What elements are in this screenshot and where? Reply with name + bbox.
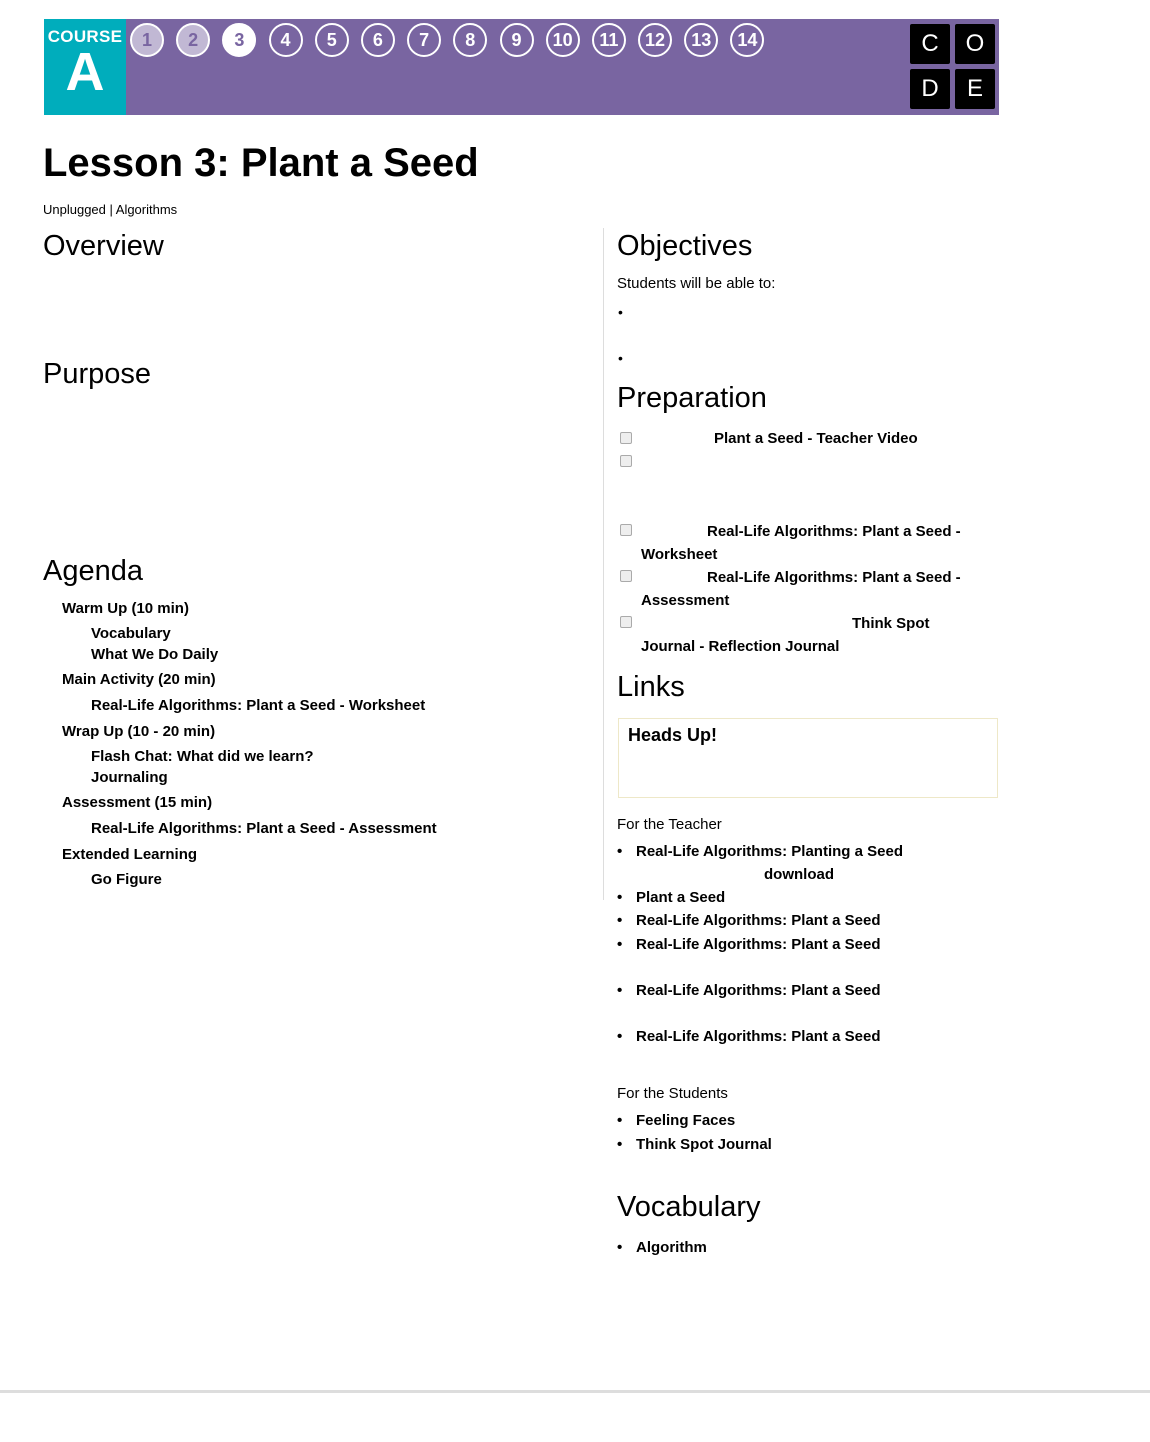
vocabulary-item[interactable] — [617, 1239, 707, 1256]
teacher-link[interactable] — [617, 889, 725, 906]
prep-checkbox[interactable] — [620, 524, 632, 536]
for-students-label: For the Students — [617, 1085, 728, 1102]
links-heading: Links — [617, 671, 685, 703]
prep-item-cont[interactable]: Journal - Reflection Journal — [641, 638, 840, 655]
link-text[interactable]: Real-Life Algorithms: Plant a Seed — [636, 1028, 881, 1045]
link-text[interactable]: Real-Life Algorithms: Plant a Seed — [636, 912, 881, 929]
bullet-icon: • — [617, 1136, 623, 1153]
bullet-icon: • — [617, 936, 623, 953]
prep-item[interactable]: Real-Life Algorithms: Plant a Seed - — [707, 569, 961, 586]
lesson-link-4[interactable]: 4 — [269, 23, 303, 57]
prep-checkbox[interactable] — [620, 455, 632, 467]
vocabulary-heading: Vocabulary — [617, 1191, 761, 1223]
objectives-heading: Objectives — [617, 230, 753, 262]
bullet-icon: • — [617, 912, 623, 929]
course-letter: A — [65, 42, 105, 102]
lesson-link-11[interactable]: 11 — [592, 23, 626, 57]
lesson-link-5[interactable]: 5 — [315, 23, 349, 57]
bullet-icon: • — [617, 1112, 623, 1129]
prep-item[interactable]: Think Spot — [852, 615, 930, 632]
preparation-heading: Preparation — [617, 382, 767, 414]
lesson-link-1[interactable]: 1 — [130, 23, 164, 57]
agenda-item[interactable]: Wrap Up (10 - 20 min) — [62, 723, 216, 740]
lesson-link-7[interactable]: 7 — [407, 23, 441, 57]
prep-checkbox[interactable] — [620, 616, 632, 628]
lesson-link-10[interactable]: 10 — [546, 23, 580, 57]
agenda-subitem[interactable]: What We Do Daily — [91, 646, 219, 663]
course-header-bar — [44, 19, 999, 115]
agenda-item[interactable]: Assessment (15 min) — [62, 794, 213, 811]
student-link[interactable] — [617, 1136, 772, 1153]
column-divider — [603, 228, 604, 900]
link-text[interactable]: Plant a Seed — [636, 889, 726, 906]
logo-letter-c: C — [910, 24, 950, 64]
purpose-heading: Purpose — [43, 358, 152, 390]
link-text[interactable]: Real-Life Algorithms: Plant a Seed — [636, 936, 881, 953]
bullet-icon: • — [617, 843, 623, 860]
agenda-group — [62, 671, 426, 714]
agenda-group — [62, 794, 437, 837]
agenda-heading: Agenda — [43, 555, 143, 587]
heads-up-title: Heads Up! — [628, 725, 718, 745]
prep-item[interactable]: Plant a Seed - Teacher Video — [714, 430, 918, 447]
lesson-link-8[interactable]: 8 — [453, 23, 487, 57]
agenda-subitem[interactable]: Journaling — [91, 769, 168, 786]
lesson-link-9[interactable]: 9 — [500, 23, 534, 57]
teacher-link[interactable] — [617, 843, 903, 860]
logo-letter-o: O — [955, 24, 995, 64]
page-subtitle: Unplugged | Algorithms — [43, 202, 178, 217]
bullet-icon: • — [617, 1028, 623, 1045]
agenda-subitem[interactable]: Real-Life Algorithms: Plant a Seed - Assessment — [91, 820, 437, 837]
logo-letter-e: E — [955, 69, 995, 109]
agenda-group — [62, 846, 198, 888]
teacher-link[interactable] — [617, 936, 881, 953]
lesson-link-3[interactable]: 3 — [222, 23, 256, 57]
lesson-link-6[interactable]: 6 — [361, 23, 395, 57]
agenda-group — [62, 600, 219, 663]
download-link[interactable]: download — [764, 866, 834, 883]
link-text[interactable]: Think Spot Journal — [636, 1136, 772, 1153]
student-link[interactable] — [617, 1112, 735, 1129]
agenda-group — [62, 723, 314, 786]
bullet-icon: • — [617, 889, 623, 906]
link-text[interactable]: Feeling Faces — [636, 1112, 736, 1129]
agenda-subitem[interactable]: Real-Life Algorithms: Plant a Seed - Worksheet — [91, 697, 426, 714]
bullet-icon: • — [617, 982, 623, 999]
agenda-subitem[interactable]: Vocabulary — [91, 625, 171, 642]
lesson-link-12[interactable]: 12 — [638, 23, 672, 57]
lesson-link-13[interactable]: 13 — [684, 23, 718, 57]
teacher-link[interactable] — [617, 912, 881, 929]
page-title: Lesson 3: Plant a Seed — [43, 141, 479, 185]
link-text[interactable]: Real-Life Algorithms: Planting a Seed — [636, 843, 903, 860]
lesson-nav — [130, 23, 777, 57]
lesson-link-14[interactable]: 14 — [730, 23, 764, 57]
heads-up-callout — [618, 718, 998, 798]
agenda-item[interactable]: Main Activity (20 min) — [62, 671, 216, 688]
agenda-item[interactable]: Extended Learning — [62, 846, 198, 863]
vocabulary-term[interactable]: Algorithm — [636, 1239, 707, 1256]
objective-bullet: • — [618, 350, 623, 366]
overview-heading: Overview — [43, 230, 164, 262]
prep-checkbox[interactable] — [620, 570, 632, 582]
course-word: COURSE — [47, 27, 123, 46]
objectives-intro: Students will be able to: — [617, 275, 776, 292]
prep-item-cont[interactable]: Assessment — [641, 592, 730, 609]
link-text[interactable]: Real-Life Algorithms: Plant a Seed — [636, 982, 881, 999]
teacher-link[interactable] — [617, 1028, 881, 1045]
agenda-item[interactable]: Warm Up (10 min) — [62, 600, 189, 617]
for-teacher-label: For the Teacher — [617, 816, 722, 833]
agenda-subitem[interactable]: Go Figure — [91, 871, 162, 888]
prep-item[interactable]: Real-Life Algorithms: Plant a Seed - — [707, 523, 961, 540]
course-badge[interactable] — [44, 19, 126, 115]
prep-item-cont[interactable]: Worksheet — [641, 546, 718, 563]
agenda-subitem[interactable]: Flash Chat: What did we learn? — [91, 748, 314, 765]
lesson-link-2[interactable]: 2 — [176, 23, 210, 57]
objective-bullet: • — [618, 304, 623, 320]
bullet-icon: • — [617, 1239, 623, 1256]
prep-checkbox[interactable] — [620, 432, 632, 444]
footer-divider — [0, 1390, 1150, 1393]
code-logo[interactable] — [910, 24, 996, 108]
teacher-link[interactable] — [617, 982, 881, 999]
logo-letter-d: D — [910, 69, 950, 109]
